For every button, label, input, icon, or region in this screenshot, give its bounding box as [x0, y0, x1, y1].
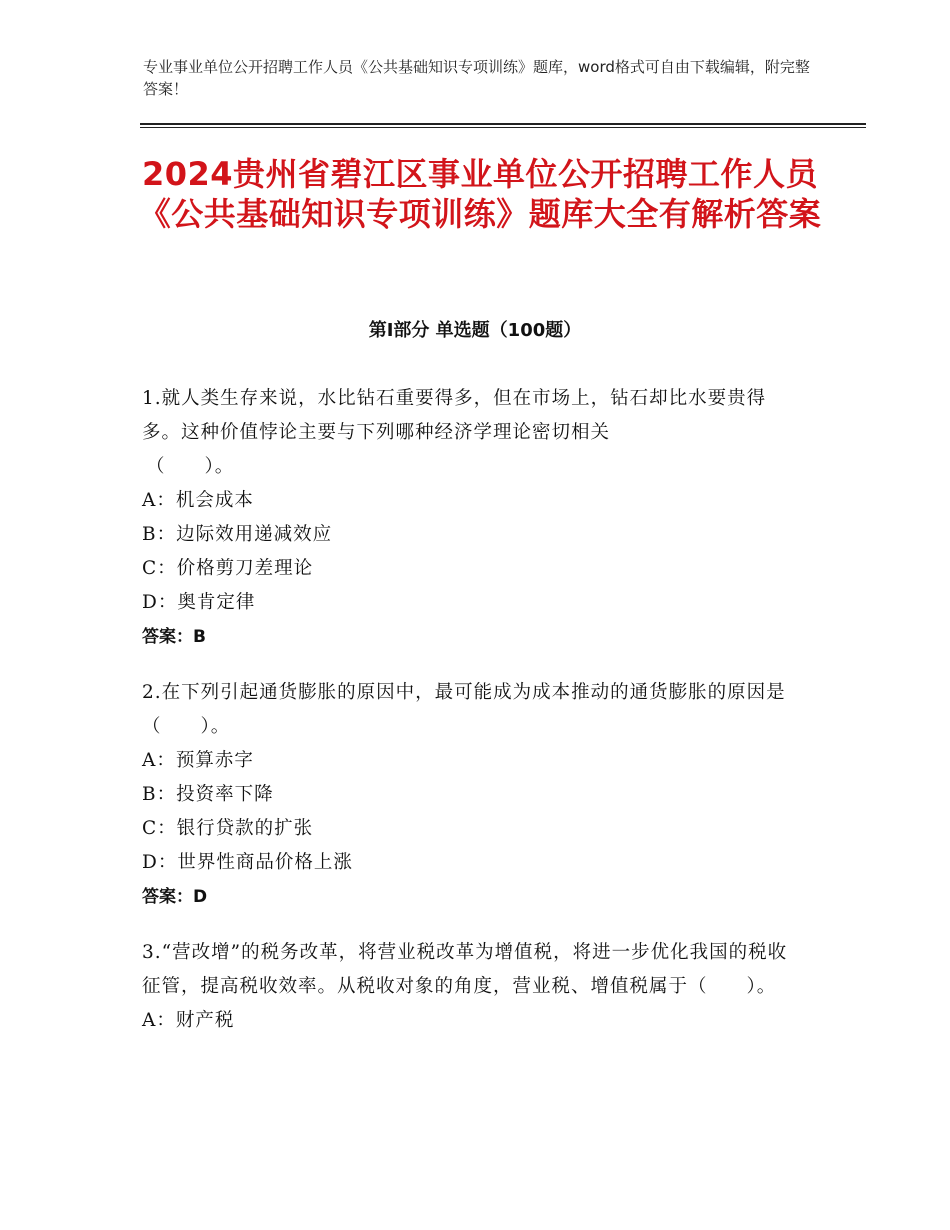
option-a: A：财产税 — [142, 1010, 235, 1031]
question-1 — [142, 382, 802, 654]
question-text: 3.“营改增”的税务改革，将营业税改革为增值税，将进一步优化我国的税收征管，提高税收效率。从税收对象的角度，营业税、增值税属于（ ）。 — [142, 942, 788, 997]
question-list — [142, 382, 802, 1060]
option-a: A：机会成本 — [142, 490, 254, 511]
option-a: A：预算赤字 — [142, 750, 254, 771]
header-divider-thin — [140, 127, 866, 128]
question-text: 2.在下列引起通货膨胀的原因中，最可能成为成本推动的通货膨胀的原因是（ ）。 — [142, 682, 786, 737]
header-divider — [140, 123, 866, 125]
option-d: D：世界性商品价格上涨 — [142, 852, 353, 873]
option-d: D：奥肯定律 — [142, 592, 256, 613]
question-3 — [142, 936, 802, 1038]
answer: 答案：D — [142, 887, 208, 907]
option-c: C：价格剪刀差理论 — [142, 558, 314, 579]
question-blank: （ ）。 — [146, 456, 235, 477]
answer: 答案：B — [142, 627, 206, 647]
header-note: 专业事业单位公开招聘工作人员《公共基础知识专项训练》题库，word格式可自由下载编辑，附完整答案！ — [143, 58, 810, 98]
document-title: 2024贵州省碧江区事业单位公开招聘工作人员《公共基础知识专项训练》题库大全有解析答案 — [138, 155, 822, 233]
option-b: B：投资率下降 — [142, 784, 274, 805]
option-c: C：银行贷款的扩张 — [142, 818, 314, 839]
question-text: 1.就人类生存来说，水比钻石重要得多，但在市场上，钻石却比水要贵得多。这种价值悖论主要与下列哪种经济学理论密切相关 — [142, 388, 767, 443]
option-b: B：边际效用递减效应 — [142, 524, 333, 545]
section-title: 第Ⅰ部分 单选题（100题） — [368, 320, 582, 341]
question-2 — [142, 676, 802, 914]
